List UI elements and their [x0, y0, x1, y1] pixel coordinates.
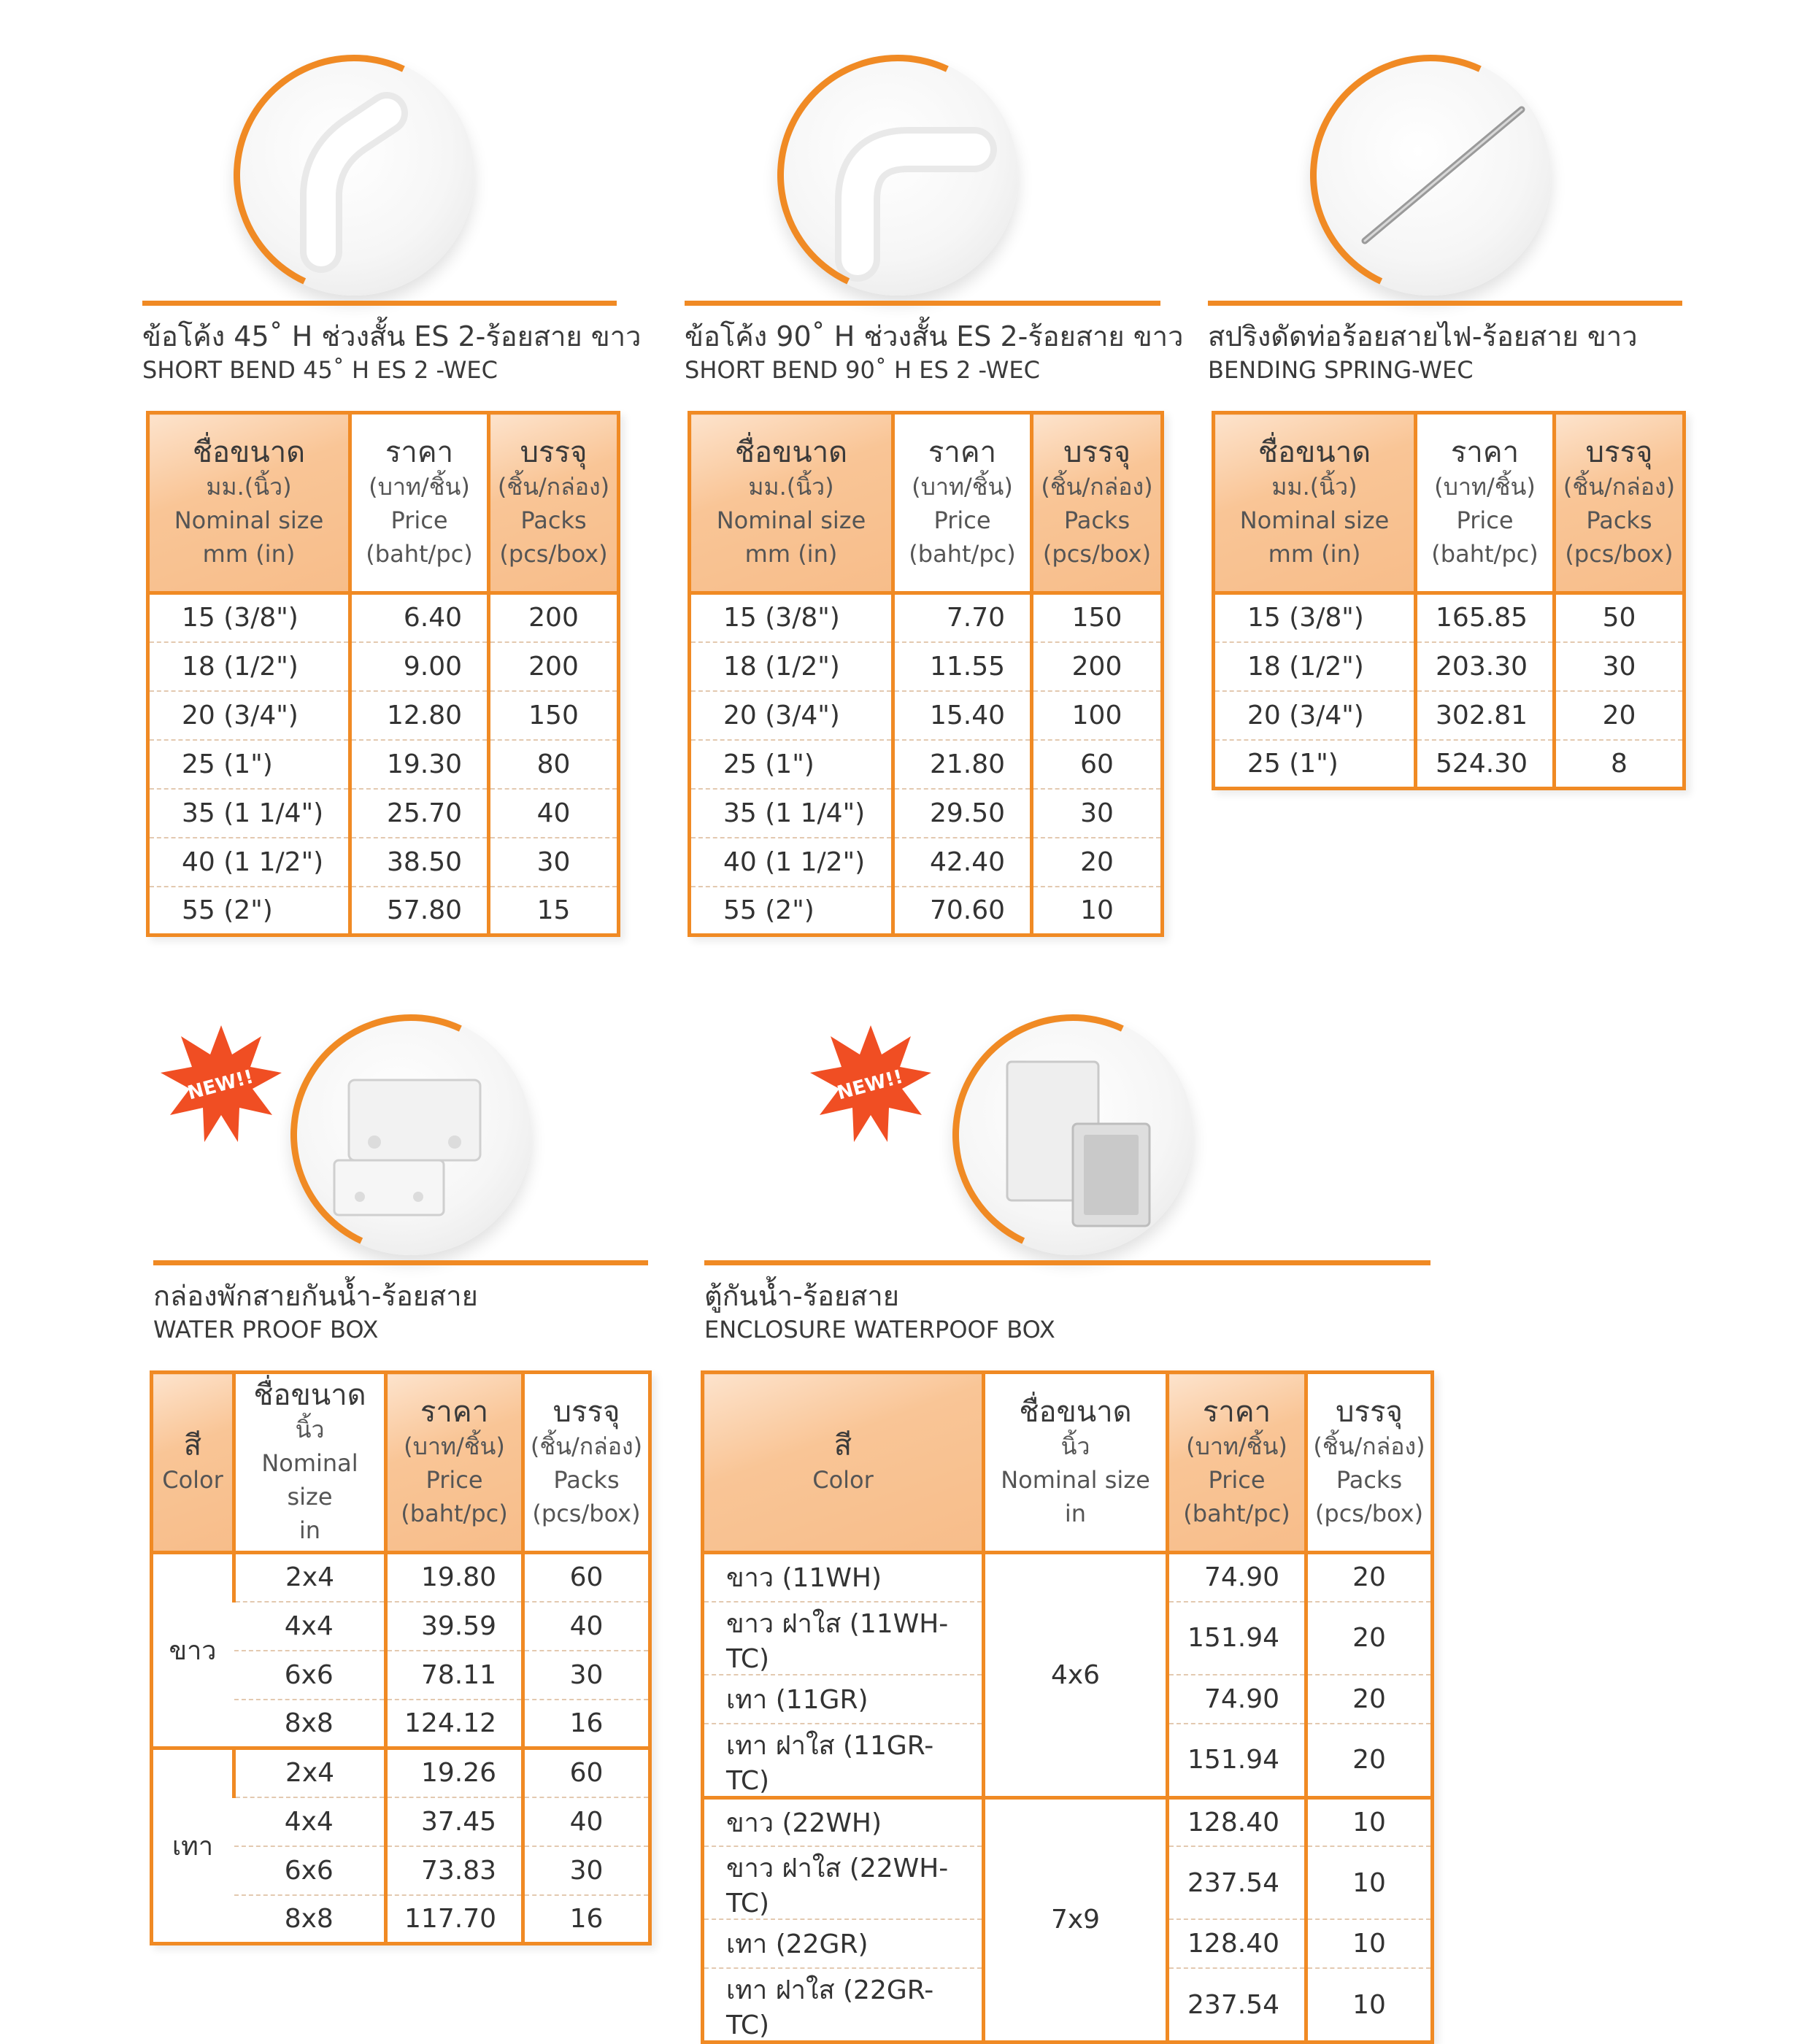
header-price: ราคา (บาท/ชิ้น) Price (baht/pc) [1168, 1373, 1306, 1553]
title-rule [1208, 301, 1682, 306]
table-row: 55 (2") 70.60 10 [690, 887, 1163, 936]
price-table [688, 411, 1164, 937]
product-title-th: ตู้กันน้ำ-ร้อยสาย [704, 1280, 899, 1312]
header-pack: บรรจุ (ชิ้น/กล่อง) Packs (pcs/box) [1306, 1373, 1433, 1553]
product-title-en: BENDING SPRING-WEC [1208, 356, 1474, 384]
header-pack: บรรจุ (ชิ้น/กล่อง) Packs (pcs/box) [489, 413, 619, 593]
table-row: เทา (22GR) 128.40 10 [703, 1919, 1433, 1968]
table-row: เทา ฝาใส (22GR-TC) 237.54 10 [703, 1968, 1433, 2043]
header-price: ราคา (บาท/ชิ้น) Price (baht/pc) [893, 413, 1032, 593]
table-row: 15 (3/8") 7.70 150 [690, 593, 1163, 642]
product-title-en: SHORT BEND 90˚ H ES 2 -WEC [685, 356, 1040, 384]
table-row: 25 (1") 19.30 80 [148, 740, 619, 789]
table-row: 35 (1 1/4") 29.50 30 [690, 789, 1163, 838]
title-rule [704, 1260, 1430, 1265]
header-pack: บรรจุ (ชิ้น/กล่อง) Packs (pcs/box) [1032, 413, 1163, 593]
table-row: 6x6 78.11 30 [152, 1651, 650, 1700]
table-row: 35 (1 1/4") 25.70 40 [148, 789, 619, 838]
table-row: 15 (3/8") 165.85 50 [1214, 593, 1684, 642]
header-size: ชื่อขนาด มม.(นิ้ว) Nominal size mm (in) [690, 413, 893, 593]
table-row: 40 (1 1/2") 38.50 30 [148, 838, 619, 887]
table-row: เทา 2x4 19.26 60 [152, 1748, 650, 1797]
product-title-th: สปริงดัดท่อร้อยสายไฟ-ร้อยสาย ขาว [1208, 320, 1638, 352]
table-row: เทา ฝาใส (11GR-TC) 151.94 20 [703, 1724, 1433, 1798]
badge-label: NEW!! [834, 1065, 906, 1105]
header-size: ชื่อขนาด นิ้ว Nominal size in [234, 1373, 386, 1553]
group-color: ขาว [152, 1553, 234, 1748]
product-title-th: ข้อโค้ง 90˚ H ช่วงสั้น ES 2-ร้อยสาย ขาว [685, 320, 1184, 352]
table-row: 20 (3/4") 12.80 150 [148, 691, 619, 740]
table-row: 15 (3/8") 6.40 200 [148, 593, 619, 642]
table-row: 25 (1") 524.30 8 [1214, 740, 1684, 789]
table-row: 8x8 117.70 16 [152, 1895, 650, 1944]
table-row: เทา (11GR) 74.90 20 [703, 1675, 1433, 1724]
header-size: ชื่อขนาด มม.(นิ้ว) Nominal size mm (in) [1214, 413, 1416, 593]
table-row: ขาว ฝาใส (11WH-TC) 151.94 20 [703, 1602, 1433, 1675]
table-row: 18 (1/2") 9.00 200 [148, 642, 619, 691]
header-price: ราคา (บาท/ชิ้น) Price (baht/pc) [350, 413, 489, 593]
table-row: 20 (3/4") 15.40 100 [690, 691, 1163, 740]
price-table [146, 411, 620, 937]
product-title-en: WATER PROOF BOX [153, 1316, 379, 1343]
group-size: 7x9 [984, 1797, 1168, 2043]
header-price: ราคา (บาท/ชิ้น) Price (baht/pc) [1416, 413, 1555, 593]
header-price: ราคา (บาท/ชิ้น) Price (baht/pc) [386, 1373, 523, 1553]
table-row: 18 (1/2") 203.30 30 [1214, 642, 1684, 691]
header-size: ชื่อขนาด นิ้ว Nominal size in [984, 1373, 1168, 1553]
price-table [150, 1370, 652, 1945]
table-row: ขาว 2x4 19.80 60 [152, 1553, 650, 1602]
new-badge-icon [809, 1022, 933, 1146]
table-row: 6x6 73.83 30 [152, 1846, 650, 1895]
table-row: ขาว (22WH) 7x9 128.40 10 [703, 1797, 1433, 1846]
title-rule [142, 301, 617, 306]
header-size: ชื่อขนาด มม.(นิ้ว) Nominal size mm (in) [148, 413, 350, 593]
product-title-th: กล่องพักสายกันน้ำ-ร้อยสาย [153, 1280, 478, 1312]
table-row: 4x4 37.45 40 [152, 1797, 650, 1846]
table-row: ขาว ฝาใส (22WH-TC) 237.54 10 [703, 1846, 1433, 1919]
table-row: 18 (1/2") 11.55 200 [690, 642, 1163, 691]
header-pack: บรรจุ (ชิ้น/กล่อง) Packs (pcs/box) [1555, 413, 1684, 593]
product-title-en: SHORT BEND 45˚ H ES 2 -WEC [142, 356, 498, 384]
title-rule [685, 301, 1160, 306]
header-color: สี Color [703, 1373, 984, 1553]
title-rule [153, 1260, 648, 1265]
table-row: 8x8 124.12 16 [152, 1700, 650, 1748]
table-row: 20 (3/4") 302.81 20 [1214, 691, 1684, 740]
table-row: 40 (1 1/2") 42.40 20 [690, 838, 1163, 887]
product-title-th: ข้อโค้ง 45˚ H ช่วงสั้น ES 2-ร้อยสาย ขาว [142, 320, 642, 352]
badge-label: NEW!! [185, 1065, 256, 1105]
group-color: เทา [172, 1832, 214, 1862]
price-table [701, 1370, 1434, 2044]
new-badge-icon [159, 1022, 283, 1146]
product-title-en: ENCLOSURE WATERPOOF BOX [704, 1316, 1055, 1343]
group-size: 4x6 [984, 1553, 1168, 1798]
table-row: 4x4 39.59 40 [152, 1602, 650, 1651]
table-row: ขาว (11WH) 4x6 74.90 20 [703, 1553, 1433, 1602]
table-row: 25 (1") 21.80 60 [690, 740, 1163, 789]
header-pack: บรรจุ (ชิ้น/กล่อง) Packs (pcs/box) [523, 1373, 650, 1553]
header-color: สี Color [152, 1373, 234, 1553]
table-row: 55 (2") 57.80 15 [148, 887, 619, 936]
price-table [1212, 411, 1686, 790]
